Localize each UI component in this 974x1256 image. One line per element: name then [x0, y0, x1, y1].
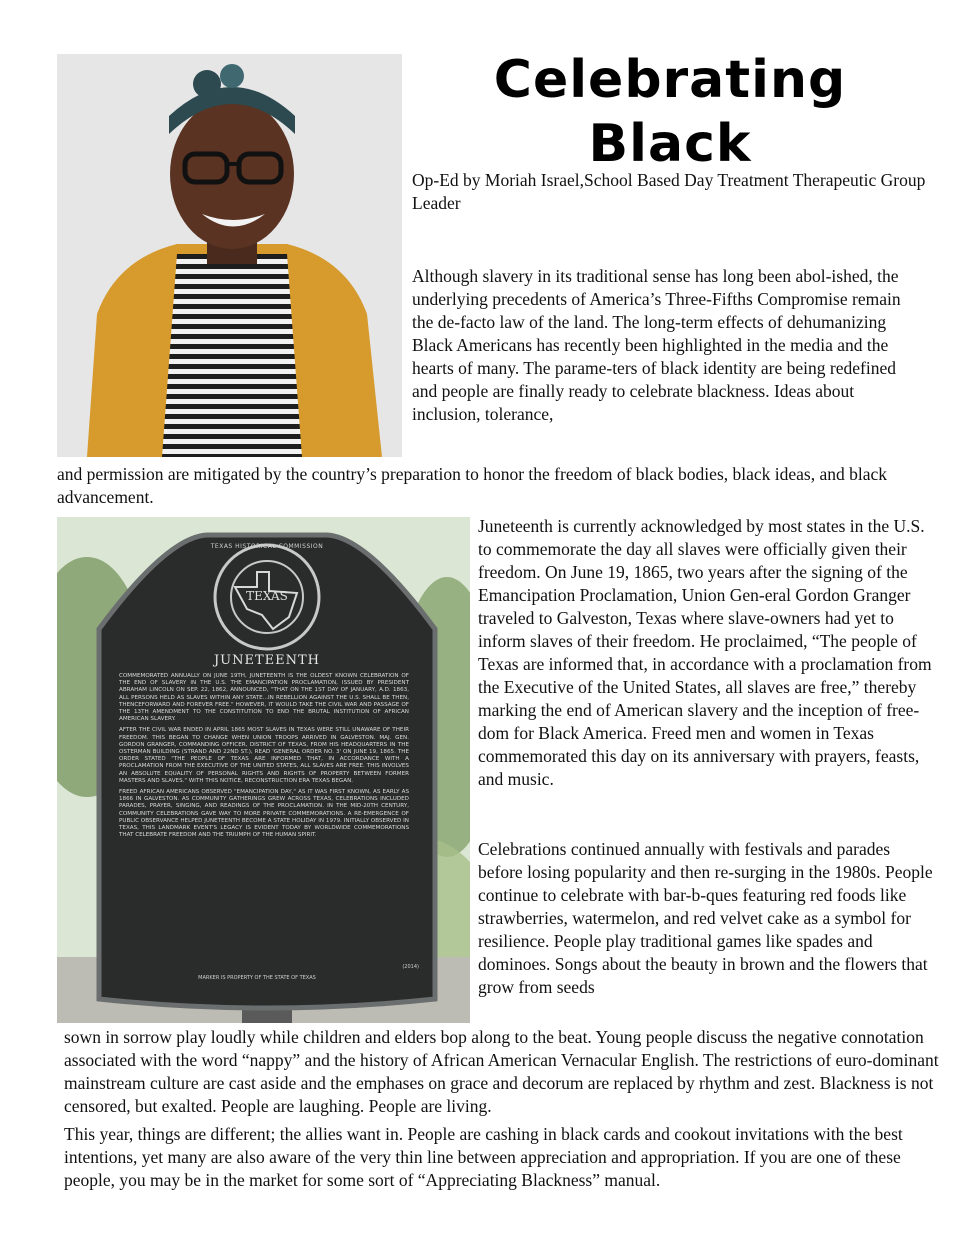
marker-seal-arc: TEXAS HISTORICAL COMMISSION	[210, 543, 324, 550]
article-title	[410, 48, 930, 176]
byline: Op-Ed by Moriah Israel,School Based Day Treatment Therapeutic Group Leader	[412, 170, 926, 213]
paragraph-intro-top: Although slavery in its traditional sense has long been abol-ished, the underlying precedents of America’s Three-Fifths Compromise remain the de-facto law of the land. The long-term effects of dehumanizing Black Americans has recently been highlighted in the media and the hearts of many. The parame-ters of black identity are being redefined and people are finally ready to celebrate blackness. Ideas about inclusion, tolerance,	[412, 266, 901, 424]
paragraph-intro-bottom: and permission are mitigated by the country’s preparation to honor the freedom of black bodies, black ideas, and black advancement.	[57, 464, 888, 507]
marker-inscription	[119, 673, 409, 973]
marker-year: (2014)	[402, 964, 419, 970]
paragraph-this-year: This year, things are different; the allies want in. People are cashing in black cards and cookout invitations with the best intentions, yet many are also aware of the very thin line between appreciation and appropriation. If you are one of these people, you may be in the market for some sort of “Appreciating Blackness” manual.	[64, 1124, 903, 1190]
marker-paragraph-2: AFTER THE CIVIL WAR ENDED IN APRIL 1865 MOST SLAVES IN TEXAS WERE STILL UNAWARE OF THEIR FREEDOM. THIS BEGAN TO CHANGE WHEN UNION TROOPS ARRIVED IN GALVESTON. MAJ. GEN. GORDON GRANGER, COMMANDING OFFICER, DISTRICT OF TEXAS, FROM HIS HEADQUARTERS IN THE OSTERMAN BUILDING (STRAND AND 22ND ST.), READ 'GENERAL ORDER NO. 3' ON JUNE 19, 1865. THE ORDER STATED "THE PEOPLE OF TEXAS ARE INFORMED THAT, IN ACCORDANCE WITH A PROCLAMATION FROM THE EXECUTIVE OF THE UNITED STATES, ALL SLAVES ARE FREE. THIS INVOLVES AN ABSOLUTE EQUALITY OF PERSONAL RIGHTS AND RIGHTS OF PROPERTY BETWEEN FORMER MASTERS AND SLAVES." WITH THIS NOTICE, RECONSTRUCTION ERA TEXAS BEGAN.	[119, 727, 409, 784]
paragraph-celebrations-top: Celebrations continued annually with festivals and parades before losing popularity and then re-surging in the 1980s. People continue to celebrate with bar-b-ques featuring red foods like strawberries, watermelon, and red velvet cake as a symbol for resilience. People play traditional games like spades and dominoes. Songs about the beauty in brown and the flowers that grow from seeds	[478, 839, 933, 997]
title-line-1: Celebrating	[493, 50, 847, 110]
paragraph-juneteenth: Juneteenth is currently acknowledged by most states in the U.S. to commemorate the day all slaves were officially given their freedom. On June 19, 1865, two years after the signing of the Emancipation Proclamation, Union Gen-eral Gordon Granger traveled to Galveston, Texas where slave-owners had yet to inform slaves of their freedom. He proclaimed, “The people of Texas are informed that, in accordance with a proclamation from the Executive of the United States, all slaves are free,” thereby marking the end of American slavery and the inception of free-dom for Black America. Freed men and women in Texas commemorated this day on its anniversary with prayers, feasts, and music.	[478, 516, 932, 789]
paragraph-celebrations-bottom: sown in sorrow play loudly while children and elders bop along to the beat. Young people discuss the negative connotation associated with the word “nappy” and the history of African American Vernacular English. The restrictions of euro-dominant mainstream culture are cast aside and the emphases on grace and decorum are replaced by rhythm and zest. Blackness is not censored, but exalted. People are laughing. People are living.	[64, 1027, 939, 1116]
marker-paragraph-3: FREED AFRICAN AMERICANS OBSERVED "EMANCIPATION DAY," AS IT WAS FIRST KNOWN, AS EARLY AS 1866 IN GALVESTON. AS COMMUNITY GATHERINGS GREW ACROSS TEXAS, CELEBRATIONS INCLUDED PARADES, PRAYER, SINGING, AND READINGS OF THE PROCLAMATION. IN THE MID-20TH CENTURY, COMMUNITY CELEBRATIONS GAVE WAY TO MORE PRIVATE COMMEMORATIONS. A RE-EMERGENCE OF PUBLIC OBSERVANCE HELPED JUNETEENTH BECOME A STATE HOLIDAY IN 1979. INITIALLY OBSERVED IN TEXAS, THIS LANDMARK EVENT'S LEGACY IS EVIDENT TODAY BY WORLDWIDE COMMEMORATIONS THAT CELEBRATE FREEDOM AND THE TRIUMPH OF THE HUMAN SPIRIT.	[119, 789, 409, 839]
author-photo	[57, 54, 402, 457]
marker-heading: JUNETEENTH	[213, 653, 321, 668]
author-photo-illustration	[57, 54, 402, 457]
marker-footer: MARKER IS PROPERTY OF THE STATE OF TEXAS	[198, 975, 316, 981]
juneteenth-marker-photo	[57, 517, 470, 1023]
marker-seal-state: TEXAS	[246, 589, 288, 603]
title-line-2: Black	[588, 114, 752, 174]
marker-paragraph-1: COMMEMORATED ANNUALLY ON JUNE 19TH, JUNETEENTH IS THE OLDEST KNOWN CELEBRATION OF THE END OF SLAVERY IN THE U.S. THE EMANCIPATION PROCLAMATION, ISSUED BY PRESIDENT ABRAHAM LINCOLN ON SEP. 22, 1862, ANNOUNCED, "THAT ON THE 1ST DAY OF JANUARY, A.D. 1863, ALL PERSONS HELD AS SLAVES WITHIN ANY STATE...IN REBELLION AGAINST THE U.S. SHALL BE THEN, THENCEFORWARD AND FOREVER FREE." HOWEVER, IT WOULD TAKE THE CIVIL WAR AND PASSAGE OF THE 13TH AMENDMENT TO THE CONSTITUTION TO END THE BRUTAL INSTITUTION OF AFRICAN AMERICAN SLAVERY.	[119, 673, 409, 723]
